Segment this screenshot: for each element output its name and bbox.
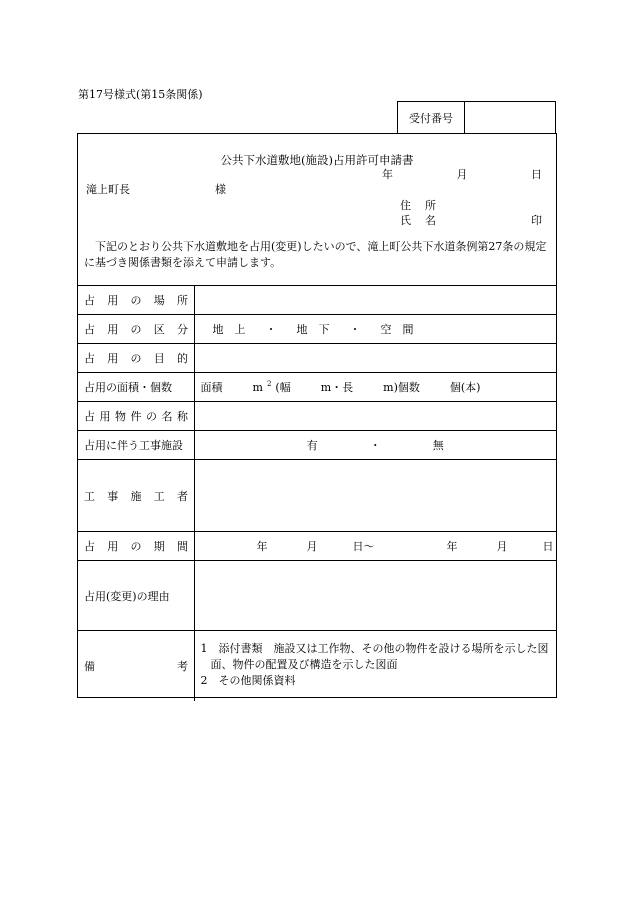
receipt-number-box: [397, 101, 556, 134]
form-number: 第17号様式(第15条関係): [78, 88, 203, 101]
purpose-label: 占 用 の 目 的: [78, 344, 194, 373]
object-name-field[interactable]: [194, 402, 556, 431]
date-month: 月: [456, 168, 468, 181]
purpose-field[interactable]: [194, 344, 556, 373]
reason-label: 占用(変更)の理由: [78, 561, 194, 631]
application-statement: 下記のとおり公共下水道敷地を占用(変更)したいので、滝上町公共下水道条例第27条の規定に基づき関係書類を添えて申請します。: [84, 240, 547, 269]
option-airspace[interactable]: 空 間: [380, 323, 414, 336]
addressee-honorific: 様: [215, 183, 226, 196]
table-row: [78, 402, 556, 431]
contractor-field[interactable]: [194, 460, 556, 532]
contractor-label: 工 事 施 工 者: [78, 460, 194, 532]
seal-mark: 印: [531, 214, 542, 227]
table-row: [78, 315, 556, 344]
table-row: [78, 631, 556, 701]
application-form: [77, 133, 557, 698]
receipt-number-label: 受付番号: [398, 102, 465, 133]
construction-label: 占用に伴う工事施設: [78, 431, 194, 460]
area-label: 占用の面積・個数: [78, 373, 194, 402]
receipt-number-field[interactable]: [465, 102, 555, 133]
date-year: 年: [382, 168, 393, 181]
table-row: [78, 532, 556, 561]
date-day: 日: [531, 168, 542, 181]
division-options: 地 上 ・ 地 下 ・ 空 間: [194, 315, 556, 344]
remarks-notes: [194, 631, 556, 701]
application-details-table: [78, 285, 556, 701]
division-label: 占 用 の 区 分: [78, 315, 194, 344]
object-name-label: 占 用 物 件 の 名 称: [78, 402, 194, 431]
addressee: [86, 181, 226, 197]
construction-options: 有 ・ 無: [194, 431, 556, 460]
table-row: [78, 460, 556, 532]
area-field[interactable]: 面積 m $^2$ (幅 m・長 m)個数 個(本): [194, 373, 556, 402]
application-date: [382, 166, 542, 182]
remarks-note-1: 1 添付書類 施設又は工作物、その他の物件を設ける場所を示した図面、物件の配置及び構造を示した図面: [200, 642, 549, 671]
option-above-ground[interactable]: 地 上: [212, 323, 246, 336]
place-label: 占 用 の 場 所: [78, 286, 194, 315]
form-title: 公共下水道敷地(施設)占用許可申請書: [220, 153, 414, 167]
applicant-name-label: 氏 名: [400, 214, 436, 227]
remarks-note-2: 2 その他関係資料: [200, 674, 296, 687]
table-row: [78, 286, 556, 315]
option-underground[interactable]: 地 下: [296, 323, 330, 336]
table-row: [78, 344, 556, 373]
remarks-label: 備 考: [78, 631, 194, 701]
period-label: 占 用 の 期 間: [78, 532, 194, 561]
place-field[interactable]: [194, 286, 556, 315]
period-field[interactable]: 年 月 日～ 年 月 日: [194, 532, 556, 561]
option-no[interactable]: 無: [432, 439, 444, 452]
table-row: [78, 561, 556, 631]
table-row: [78, 431, 556, 460]
option-yes[interactable]: 有: [306, 439, 318, 452]
addressee-name: 滝上町長: [86, 183, 130, 196]
table-row: [78, 373, 556, 402]
reason-field[interactable]: [194, 561, 556, 631]
form-header: [78, 134, 556, 286]
applicant-address-label: 住 所: [400, 199, 436, 212]
